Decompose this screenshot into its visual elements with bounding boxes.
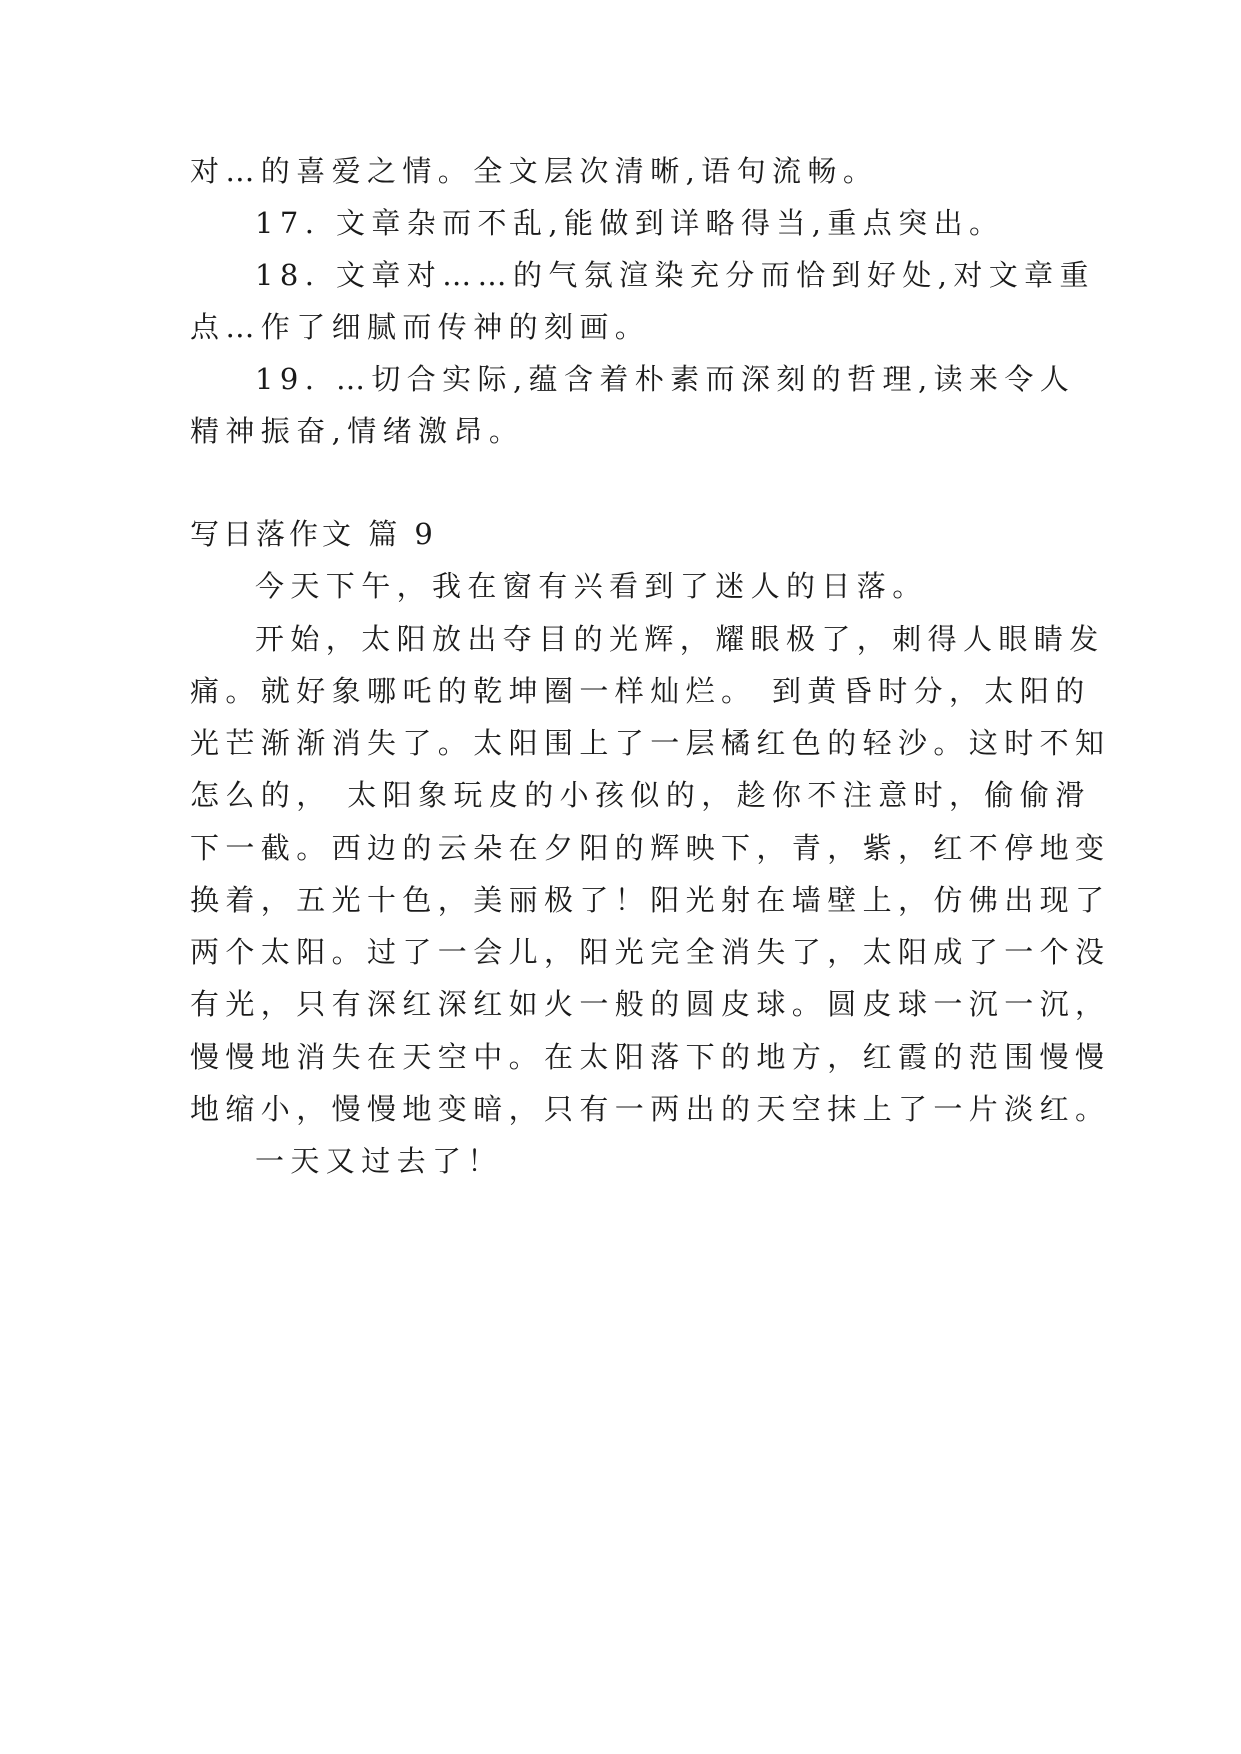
paragraph-2-line: 地缩小，慢慢地变暗，只有一两出的天空抹上了一片淡红。 — [190, 1092, 1111, 1126]
list-item-18-continued: 点…作了细腻而传神的刻画。 — [190, 310, 651, 344]
paragraph-2-line: 有光，只有深红深红如火一般的圆皮球。圆皮球一沉一沉， — [190, 987, 1111, 1021]
paragraph-line: 对…的喜爱之情。全文层次清晰,语句流畅。 — [190, 154, 879, 188]
paragraph-2-line: 开始，太阳放出夺目的光辉，耀眼极了，刺得人眼睛发 — [255, 622, 1105, 656]
paragraph-2-line: 下一截。西边的云朵在夕阳的辉映下，青，紫，红不停地变 — [190, 831, 1111, 865]
paragraph-2-line: 换着，五光十色，美丽极了！阳光射在墙壁上，仿佛出现了 — [190, 883, 1111, 917]
paragraph-2-line: 慢慢地消失在天空中。在太阳落下的地方，红霞的范围慢慢 — [190, 1040, 1111, 1074]
section-heading: 写日落作文 篇 9 — [190, 517, 437, 551]
paragraph-2-line: 光芒渐渐消失了。太阳围上了一层橘红色的轻沙。这时不知 — [190, 726, 1111, 760]
paragraph-1: 今天下午，我在窗有兴看到了迷人的日落。 — [255, 569, 928, 603]
list-item-17: 17. 文章杂而不乱,能做到详略得当,重点突出。 — [255, 206, 1005, 240]
list-item-18: 18. 文章对……的气氛渲染充分而恰到好处,对文章重 — [255, 258, 1095, 292]
paragraph-3: 一天又过去了！ — [255, 1144, 503, 1178]
list-item-19-continued: 精神振奋,情绪激昂。 — [190, 414, 525, 448]
list-item-19: 19. …切合实际,蕴含着朴素而深刻的哲理,读来令人 — [255, 362, 1076, 396]
paragraph-2-line: 痛。就好象哪吒的乾坤圈一样灿烂。 到黄昏时分，太阳的 — [190, 674, 1091, 708]
paragraph-2-line: 两个太阳。过了一会儿，阳光完全消失了，太阳成了一个没 — [190, 935, 1111, 969]
paragraph-2-line: 怎么的， 太阳象玩皮的小孩似的，趁你不注意时，偷偷滑 — [190, 778, 1091, 812]
